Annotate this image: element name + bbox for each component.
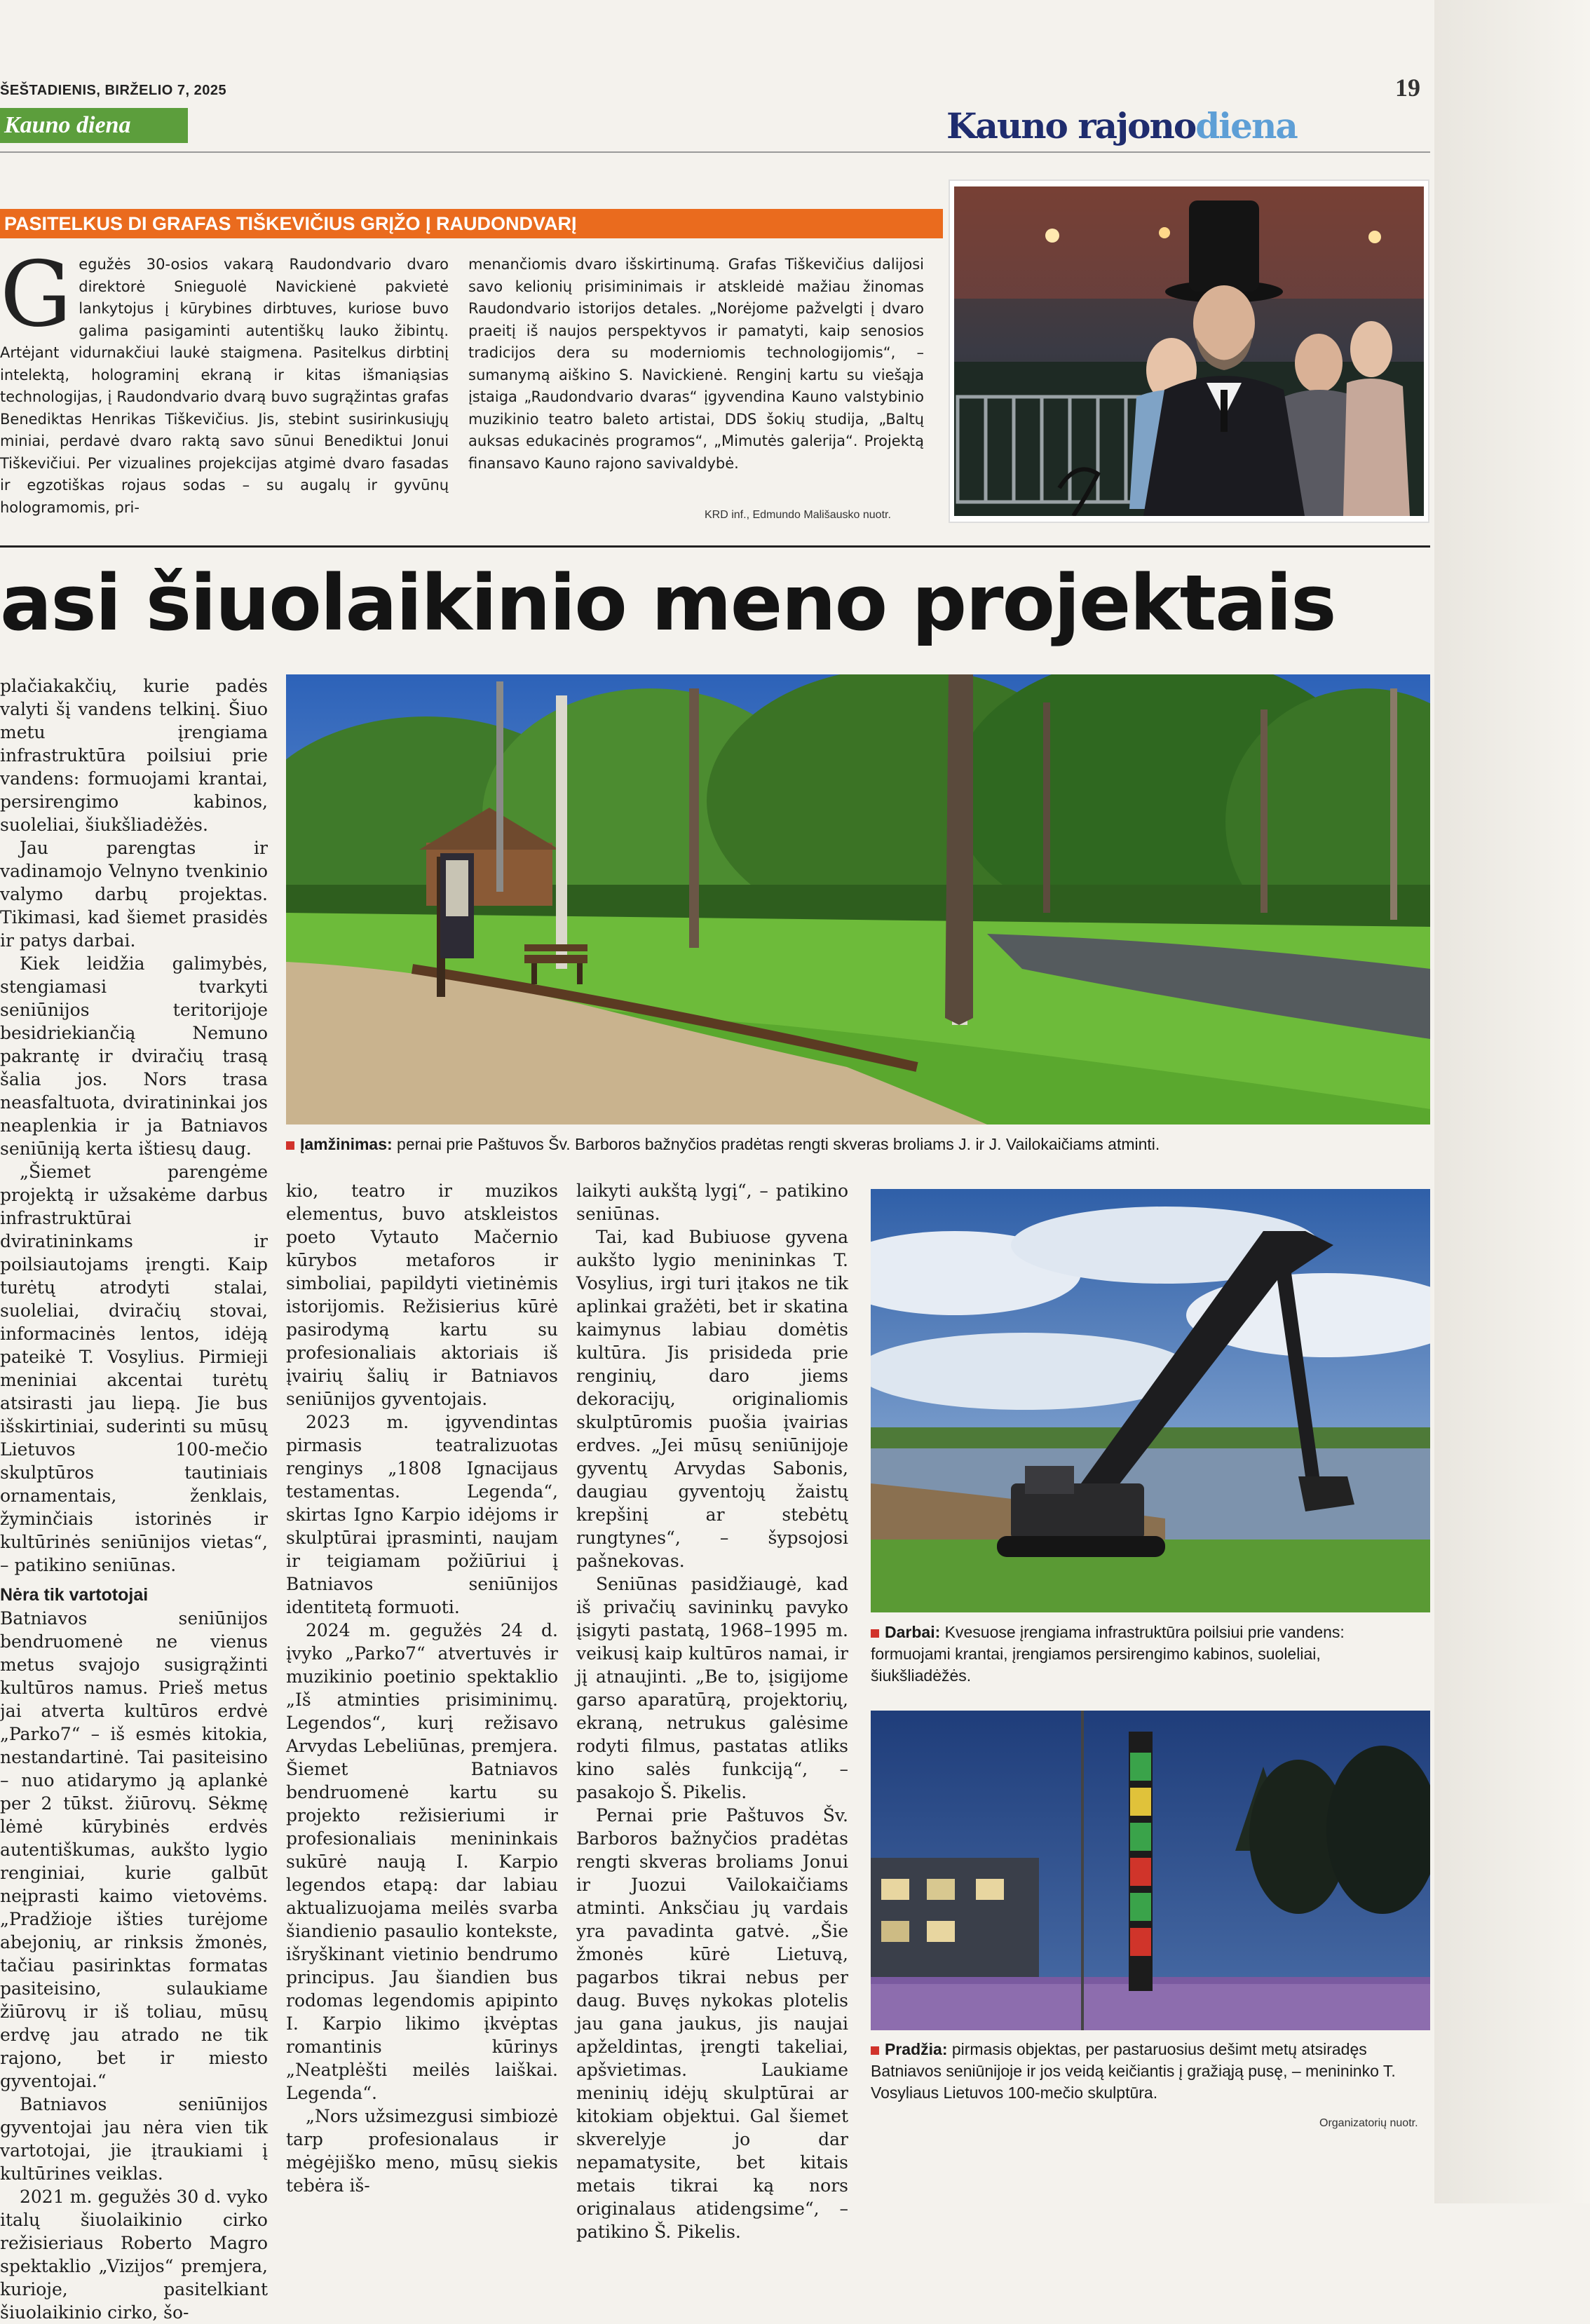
col2-paragraph: „Nors užsimezgusi simbiozė tarp profesionalaus ir mėgėjiško meno, mūsų siekis tebėra iš- [286, 2106, 558, 2196]
page-margin [1434, 0, 1590, 2203]
top-divider [0, 151, 1430, 153]
col3-paragraph: Tai, kad Bubiuose gyvena aukšto lygio menininkas T. Vosylius, irgi turi įtakos ne tik aplinkai gražėti, bet ir skatina kaimynus labiau domėtis kultūra. Jis prisideda prie renginių, daro jiems dekoracijų, originaliomis skulptūromis puošia įvairias erdves. „Jei mūsų seniūnijoje gyventų Arvydas Sabonis, daugiau gyventojų žaistų krepšinį ar stebėtų rungtynes“, – šypsojosi pašnekovas. [576, 1227, 848, 1571]
page-date: ŠEŠTADIENIS, BIRŽELIO 7, 2025 [0, 83, 227, 98]
sculpture-scene [871, 1711, 1430, 2030]
article-column-1 [0, 674, 268, 2324]
excavator-caption-text: Kvesuose įrengiama infrastruktūra poilsiui prie vandens: formuojami krantai, įrengiamos persirengimo kabinos, suoleliai, šiukšliadėžės. [871, 1623, 1345, 1685]
col3-paragraph: laikyti aukštą lygį“, – patikino seniūnas. [576, 1181, 848, 1224]
excavator-caption-label: Darbai: [885, 1623, 941, 1641]
section-brand [946, 105, 1297, 147]
top-story-column-1 [0, 243, 449, 519]
article-column-2 [286, 1179, 558, 2197]
col3-paragraph: Pernai prie Paštuvos Šv. Barboros bažnyčios pradėtas rengti skveras broliams Jonui ir Juozui Vailokaičiams atminti. Anksčiau jų vardais yra pavadinta gatvė. „Šie žmonės kūrė Lietuvą, pagarbos tikrai nebus per daug. Buvęs nykokas plotelis jau gana jaukus, jis naujai apželdintas, įrengti takeliai, apšvietimas. Laukiame meninių idėjų skulptūrai ar kitokiam objektui. Gal šiemet skverelyje jo dar nepamatysite, bet kitais metais tikrai ką nors originalaus atidengsime“, – patikino Š. Pikelis. [576, 1805, 848, 2242]
col1-paragraph: Jau parengtas ir vadinamojo Velnyno tvenkinio valymo darbų projektas. Tikimasi, kad šiemet prasidės ir patys darbai. [0, 838, 268, 951]
top-story-kicker: PASITELKUS DI GRAFAS TIŠKEVIČIUS GRĮŽO Į RAUDONDVARĮ [0, 209, 943, 238]
top-story-column-2 [468, 254, 924, 475]
excavator-photo [871, 1189, 1430, 1612]
section-divider [0, 545, 1430, 548]
excavator-scene [871, 1189, 1430, 1612]
col2-paragraph: kio, teatro ir muzikos elementus, buvo atskleistos poeto Vytauto Mačernio kūrybos metaforos ir simboliai, papildyti vietinėmis istorijomis. Režisierius kūrė pasirodymą kartu su profesionaliais aktoriais iš įvairių šalių ir Batniavos seniūnijos gyventojais. [286, 1181, 558, 1409]
article-column-3 [576, 1179, 848, 2243]
caption-marker-icon [871, 2046, 879, 2055]
sculpture-photo [871, 1711, 1430, 2030]
article-headline: asi šiuolaikinio meno projektais [0, 558, 1336, 648]
top-story-text-2: menančiomis dvaro išskirtinumą. Grafas Tiškevičius dalijosi savo kelionių prisiminimais ir atskleidė mažiau žinomas Raudondvario istorijos detales. „Norėjome pažvelgti į dvaro praeitį iš naujos perspektyvos ir pamatyti, kaip senosios tradicijos dera su moderniomis technologijomis“, – sumanymą aiškino S. Navickienė. Renginį kartu su viešąja įstaiga „Raudondvario dvaras“ įgyvendina Kauno valstybinio muzikinio teatro baleto artistai, DDS šokių studija, „Baltų auksas edukacinės programos“, „Mimutės galerija“. Projektą finansavo Kauno rajono savivaldybė. [468, 256, 924, 472]
col1-paragraph: 2021 m. gegužės 30 d. vyko italų šiuolaikinio cirko režisieriaus Roberto Magro spektaklio „Vizijos“ premjera, kurioje, pasitelkiant šiuolaikinio cirko, šo- [0, 2187, 268, 2323]
count-hologram-photo [954, 186, 1424, 516]
park-caption-text: pernai prie Paštuvos Šv. Barboros bažnyčios pradėtas rengti skveras broliams J. ir J. Vailokaičiams atminti. [392, 1135, 1160, 1153]
col1-paragraph: Batniavos seniūnijos gyventojai jau nėra vien tik vartotojai, jie įtraukiami į kultūrines veiklas. [0, 2094, 268, 2184]
col3-paragraph: Seniūnas pasidžiaugė, kad iš privačių savininkų pavyko įsigyti pastatą, 1968–1995 m. veikusį kaip kultūros namai, ir jį atnaujinti. „Be to, įsigijome garso aparatūrą, projektorių, ekraną, netrukus galėsime rodyti filmus, pastatas atliks kino salės funkciją“, – pasakojo Š. Pikelis. [576, 1574, 848, 1802]
top-story-dropcap: G [0, 243, 72, 347]
sculpture-caption-label: Pradžia: [885, 2040, 948, 2058]
col1-paragraph: Batniavos seniūnijos bendruomenė ne vienus metus svajojo susigrąžinti kultūros namus. Prieš metus jai atverta kultūros erdvė „Parko7“ – iš esmės kitokia, nestandartinė. Tai pasiteisino – nuo atidarymo ją aplankė per 2 tūkst. žiūrovų. Sėkmę lėmė kūrybinės erdvės autentiškumas, aukšto lygio renginiai, kurie galbūt neįprasti kaimo vietovėms. „Pradžioje išties turėjome abejonių, ar rinksis žmonės, tačiau pasirinktas formatas pasiteisino, sulaukiame žiūrovų ir iš toliau, mūsų erdvę jau atrado ne tik rajono, bet ir miesto gyventojai.“ [0, 1608, 268, 2091]
park-caption [286, 1134, 1422, 1155]
park-scene [286, 674, 1430, 1124]
top-story-photo-frame [950, 181, 1428, 522]
park-photo [286, 674, 1430, 1124]
sculpture-caption [871, 2039, 1425, 2104]
top-story-text-1: egužės 30-osios vakarą Raudondvario dvaro direktorė Snieguolė Navickienė pakvietė lankytojus į kūrybines dirbtuves, kuriose buvo galima pasigaminti autentiškų lauko žibintų. Artėjant vidurnakčiui laukė staigmena. Pasitelkus dirbtinį intelektą, holograminį ekraną ir kitas išmaniąsias technologijas, į Raudondvario dvarą buvo sugrąžintas grafas Benediktas Henrikas Tiškevičius. Jis, stebint susirinkusiųjų miniai, perdavė dvaro raktą savo sūnui Benediktui Jonui Tiškevičiui. Per vizualines projekcijas atgimė dvaro fasadas ir egzotiškas rojaus sodas – su augalų ir gyvūnų hologramomis, pri- [0, 256, 449, 516]
park-caption-label: Įamžinimas: [300, 1135, 393, 1153]
top-story-credit: KRD inf., Edmundo Mališausko nuotr. [705, 509, 891, 521]
excavator-caption [871, 1622, 1425, 1687]
section-brand-part-a: Kauno rajono [946, 105, 1196, 147]
col1-paragraph: Kiek leidžia galimybės, stengiamasi tvarkyti seniūnijos teritorijoje besidriekiančią Nemuno pakrantę ir dviračių trasą šalia jos. Nors trasa neasfaltuota, dviratininkai jos neaplenkia ir ja Batniavos seniūniją kerta ištiesų daug. [0, 953, 268, 1159]
photo-credit: Organizatorių nuotr. [1319, 2117, 1418, 2129]
section-label-left: Kauno diena [0, 108, 188, 143]
section-brand-part-b: diena [1195, 105, 1297, 147]
col2-paragraph: 2023 m. įgyvendintas pirmasis teatralizuotas renginys „1808 Ignacijaus testamentas. Legenda“, skirtas Igno Karpio idėjoms ir skulptūrai įprasminti, naujam ir teigiamam požiūriui į Batniavos seniūnijos identitetą formuoti. [286, 1412, 558, 1617]
col1-subhead: Nėra tik vartotojai [0, 1585, 149, 1605]
col2-paragraph: 2024 m. gegužės 24 d. įvyko „Parko7“ atvertuvės ir muzikinio poetinio spektaklio „Iš atminties prisiminimų. Legendos“, kurį režisavo Arvydas Lebeliūnas, premjera. Šiemet Batniavos bendruomenė kartu su projekto režisieriumi ir profesionaliais menininkais sukūrė naują I. Karpio legendos etapą: dar labiau aktualizuojama meilės svarba šiandienio pasaulio kontekste, išryškinant vietinio bendrumo principus. Jau šiandien bus rodomas legendomis apipinto I. Karpio likimo įkvėptas romantinis kūrinys „Neatplėšti meilės laiškai. Legenda“. [286, 1620, 558, 2103]
col1-paragraph: „Šiemet parengėme projektą ir užsakėme darbus infrastruktūrai dviratininkams ir poilsiautojams įrengti. Kaip turėtų atrodyti stalai, suoleliai, dviračių stovai, informacinės lentos, idėją pateikė T. Vosylius. Pirmieji meniniai akcentai turėtų atsirasti jau liepą. Jie bus išskirtiniai, suderinti su mūsų Lietuvos 100-mečio skulptūros tautiniais ornamentais, ženklais, žyminčiais istorinės ir kultūrinės seniūnijos vietas“, – patikino seniūnas. [0, 1162, 268, 1575]
caption-marker-icon [871, 1629, 879, 1638]
caption-marker-icon [286, 1141, 294, 1150]
col1-paragraph: plačiakakčių, kurie padės valyti šį vandens telkinį. Šiuo metu įrengiama infrastruktūra poilsiui prie vandens: formuojami krantai, persirengimo kabinos, suoleliai, šiukšliadėžės. [0, 676, 268, 835]
page-number: 19 [1395, 74, 1420, 102]
sculpture-caption-text: pirmasis objektas, per pastaruosius dešimt metų atsiradęs Batniavos seniūnijoje ir jos veidą keičiantis į gražiąją pusę, – menininko T. Vosyliaus Lietuvos 100-mečio skulptūra. [871, 2040, 1396, 2102]
